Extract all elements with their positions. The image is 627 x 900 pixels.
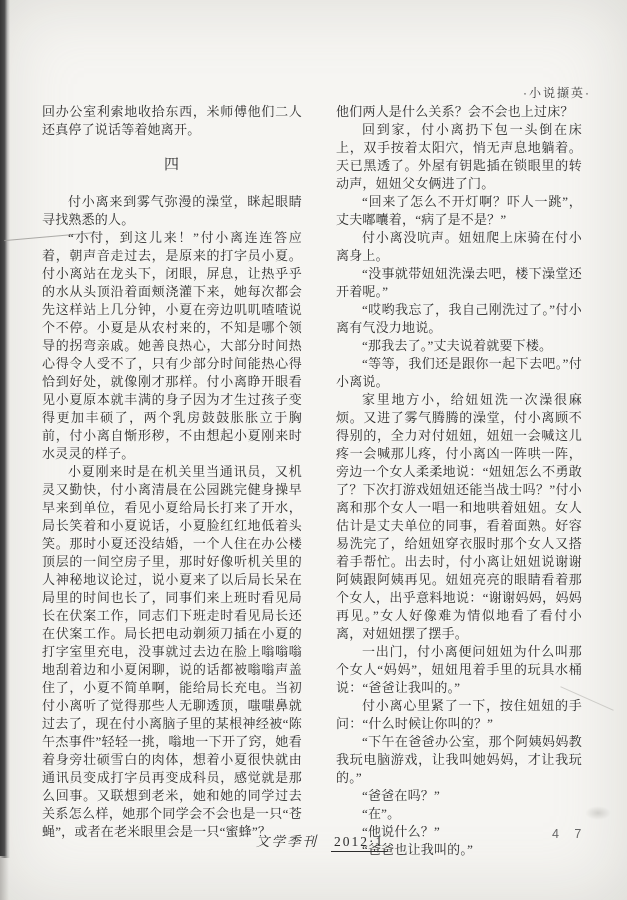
body-paragraph: 付小离心里紧了一下，按住妞妞的手问：“什么时候让你叫的？” bbox=[336, 698, 582, 731]
journal-footer bbox=[256, 830, 387, 852]
chapter-number-heading: 四 bbox=[163, 157, 180, 173]
page-number: 4 7 bbox=[552, 827, 588, 841]
body-paragraph: 他们两人是什么关系？会不会也上过床？ bbox=[336, 104, 574, 119]
body-paragraph: 付小离没吭声。妞妞爬上床骑在付小离身上。 bbox=[336, 230, 582, 263]
scan-edge bbox=[0, 0, 10, 858]
body-paragraph: 家里地方小，给妞妞洗一次澡很麻烦。又进了雾气腾腾的澡堂，付小离顾不得别的，全力对付妞妞，妞妞一会喊这儿疼一会喊那儿疼，付小离凶一阵哄一阵，旁边一个女人柔柔地说：“妞妞怎么不勇敢了？下次打游戏妞妞还能当战士吗？”付小离和那个女人一唱一和地哄着妞妞。女人估计是丈夫单位的同事，看着面熟。好容易洗完了，给妞妞穿衣服时那个女人又搭着手帮忙。出去时，付小离让妞妞说谢谢阿姨跟阿姨再见。妞妞亮亮的眼睛看着那个女人，出乎意料地说：“谢谢妈妈，妈妈再见。”女人好像难为情似地看了看付小离，对妞妞摆了摆手。 bbox=[336, 392, 582, 641]
scan-smudge bbox=[585, 806, 611, 820]
body-paragraph: “哎哟我忘了，我自己刚洗过了。”付小离有气没力地说。 bbox=[336, 302, 582, 335]
body-paragraph: “那我去了。”丈夫说着就要下楼。 bbox=[362, 338, 553, 353]
body-paragraph: “爸爸也让我叫的。” bbox=[362, 842, 474, 857]
body-paragraph: 付小离来到雾气弥漫的澡堂，眯起眼睛寻找熟悉的人。 bbox=[42, 194, 302, 227]
body-paragraph: “没事就带妞妞洗澡去吧，楼下澡堂还开着呢。” bbox=[336, 266, 582, 299]
body-paragraph: 回到家，付小离扔下包一头倒在床上，双手按着太阳穴，悄无声息地躺着。天已黑透了。外屋有钥匙插在锁眼里的转动声，妞妞父女俩进了门。 bbox=[336, 122, 582, 191]
body-paragraph: “小付，到这儿来！”付小离连连答应着，朝声音走过去，是原来的打字员小夏。付小离站在龙头下，闭眼，屏息，让热乎乎的水从头顶沿着面颊浇灌下来，她每次都会先这样站上几分钟，小夏在旁边叽叽喳喳说个不停。小夏是从农村来的，不知是哪个领导的拐弯亲戚。她善良热心，大部分时间热心得令人受不了，只有少部分时间能热心得恰到好处，就像刚才那样。付小离睁开眼看见小夏原本就丰满的身子因为才生过孩子变得更加丰硕了，两个乳房鼓鼓胀胀立于胸前，付小离自惭形秽，不由想起小夏刚来时水灵灵的样子。 bbox=[42, 230, 302, 461]
body-paragraph: “爸爸在吗？” bbox=[362, 788, 440, 803]
body-paragraph: 回办公室利索地收拾东西，米师傅他们二人还真停了说话等着她离开。 bbox=[42, 104, 302, 137]
scan-edge-fade bbox=[0, 856, 9, 900]
issue-number: 2012·1 bbox=[331, 834, 387, 852]
body-paragraph: “等等，我们还是跟你一起下去吧。”付小离说。 bbox=[336, 356, 582, 389]
body-paragraph: “在”。 bbox=[362, 806, 401, 821]
body-paragraph: 一出门，付小离便问妞妞为什么叫那个女人“妈妈”，妞妞甩着手里的玩具水桶说：“爸爸让我叫的。” bbox=[336, 644, 582, 695]
body-paragraph: “下午在爸爸办公室，那个阿姨妈妈教我玩电脑游戏，让我叫她妈妈，才让我玩的。” bbox=[336, 734, 582, 785]
journal-title: 文学季刊 bbox=[256, 834, 318, 849]
body-paragraph: “回来了怎么不开灯啊？吓人一跳”，丈夫嘟囔着，“病了是不是？” bbox=[336, 194, 582, 227]
left-column bbox=[42, 103, 302, 841]
body-paragraph: 小夏刚来时是在机关里当通讯员，又机灵又勤快，付小离清晨在公园跳完健身操早早来到单位，看见小夏给局长打来了开水，局长笑着和小夏说话，小夏脸红红地低着头笑。那时小夏还没结婚，一个人住在办公楼顶层的一间空房子里，那时好像听机关里的人神秘地议论过，说小夏来了以后局长呆在局里的时间也长了，同事们来上班时看见局长在伏案工作，同志们下班走时看见局长还在伏案工作。局长把电动剃须刀插在小夏的打字室里充电，没事就过去边在脸上嗡嗡嗡地刮着边和小夏闲聊，说的话都被嗡嗡声盖住了，小夏不简单啊，能给局长充电。当初付小离听了觉得那些人无聊透顶，嗤嗤鼻就过去了，现在付小离脑子里的某根神经被“陈午杰事件”轻轻一挑，嗡地一下开了窍，她看着身旁壮硕雪白的肉体，想着小夏很快就由通讯员变成打字员再变成科员，感觉就是那么回事。又联想到老米，她和她的同学过去关系怎么样，她那个同学会不会也是一只“苍蝇”，或者在老米眼里会是一只“蜜蜂”？ bbox=[42, 464, 302, 839]
right-column bbox=[336, 103, 582, 859]
section-header-label: ·小说撷英· bbox=[523, 86, 591, 100]
body-paragraph: “他说什么？” bbox=[362, 824, 440, 839]
